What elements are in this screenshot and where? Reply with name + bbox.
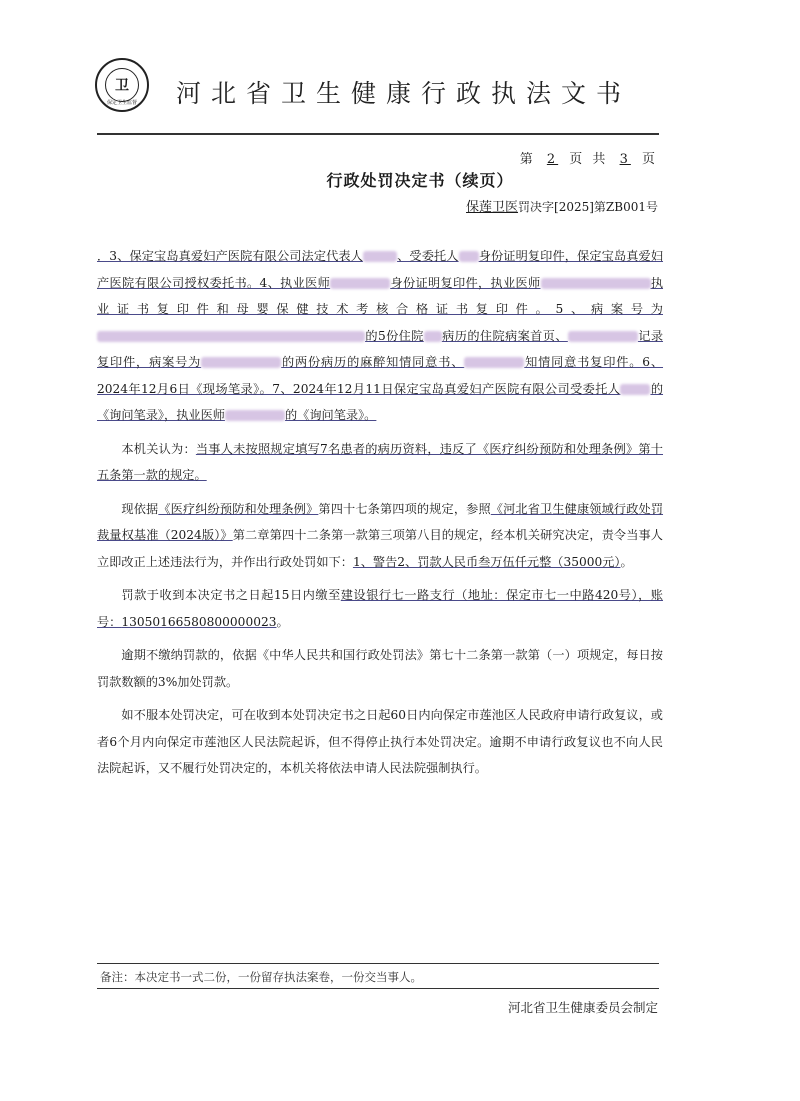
page-label-prefix: 第 (519, 152, 536, 167)
redaction (201, 357, 281, 368)
evidence-text: 的《询问笔录》，执业医师 (97, 381, 664, 422)
decision-law: 《医疗纠纷预防和处理条例》 (158, 501, 319, 516)
payment-text: 罚款于收到本决定书之日起15日内缴至 (121, 588, 341, 602)
evidence-text: 的《询问笔录》。 (284, 408, 377, 422)
finding-lead: 本机关认为： (121, 441, 196, 456)
payment-account: 13050166580800000023 (121, 614, 277, 629)
evidence-text: 执业证书复印件和母婴保健技术考核合格证书复印件。5、病案号为 (97, 275, 664, 316)
evidence-text: 记录复印件，病案号为 (97, 328, 664, 369)
appeal-paragraph: 如不服本处罚决定，可在收到本处罚决定书之日起60日内向保定市莲池区人民政府申请行政复议，或者6个月内向保定市莲池区人民法院起诉，但不得停止执行本处罚决定。逾期不申请行政复议也不向人民法院起诉，又不履行处罚决定的，本机关将依法申请人民法院强制执行。 (97, 708, 663, 775)
page-label-suffix: 页 (641, 152, 658, 167)
redaction (97, 331, 365, 342)
payment-bank: 建设银行七一路支行（地址：保定市七一中路420号） (340, 588, 639, 602)
document-number (466, 196, 658, 215)
evidence-paragraph (97, 243, 663, 429)
decision-law: 《河北省卫生健康领域行政处罚裁量权基准（2024版）》 (97, 501, 664, 542)
evidence-text: 、受委托人 (397, 249, 459, 263)
payment-text: ，账号： (97, 588, 663, 629)
late-fee-paragraph: 逾期不缴纳罚款的，依据《中华人民共和国行政处罚法》第七十二条第一款第（一）项规定，每日按罚款数额的3%加处罚款。 (97, 648, 663, 689)
decision-paragraph (97, 496, 663, 576)
evidence-text: 的两份病历的麻醉知情同意书、 (281, 355, 465, 369)
redaction (464, 357, 524, 368)
footer-divider-top (97, 963, 659, 964)
decision-text: 第二章第四十二条第一款第三项第八目的规定，经本机关研究决定，责令当事人立即改正上述违法行为，并作出行政处罚如下： (97, 528, 663, 569)
decision-penalty: 1、警告2、罚款人民币叁万伍仟元整（35000元） (352, 554, 621, 569)
decision-text: 现依据 (121, 501, 159, 516)
page-total: 3 (619, 152, 631, 167)
evidence-text: 病历的住院病案首页、 (441, 328, 568, 343)
footer-issuer: 河北省卫生健康委员会制定 (507, 1000, 658, 1015)
seal-center: 卫 (105, 68, 139, 102)
evidence-text: 知情同意书复印件。6、2024年12月6日《现场笔录》。7、2024年12月11日保定宝岛真爱妇产医院有限公司受委托人 (97, 355, 664, 396)
payment-text: 。 (276, 614, 289, 629)
document-header-title: 河北省卫生健康行政执法文书 (176, 79, 632, 108)
footer-divider-bottom (97, 988, 659, 989)
document-title: 行政处罚决定书（续页） (326, 171, 514, 190)
decision-text: 第四十七条第四项的规定，参照 (318, 501, 491, 516)
redaction (225, 410, 285, 421)
redaction (424, 331, 442, 342)
page-label-middle: 页 共 (569, 152, 609, 167)
footer-note: 备注：本决定书一式二份，一份留存执法案卷，一份交当事人。 (100, 970, 422, 984)
finding-text: 当事人未按照规定填写7名患者的病历资料，违反了《医疗纠纷预防和处理条例》第十五条第一款的规定。 (97, 441, 663, 482)
redaction (541, 278, 651, 289)
document-body (97, 243, 663, 789)
redaction (330, 278, 390, 289)
number-rest: 罚决字[2025]第ZB001号 (518, 200, 658, 214)
decision-text: 。 (620, 554, 633, 569)
issuer-abbr: 保莲卫医 (466, 200, 519, 215)
seal-text: 保定卫生监督 (106, 100, 137, 106)
evidence-text: 身份证明复印件，保定宝岛真爱妇产医院有限公司授权委托书。4、执业医师 (97, 249, 664, 290)
redaction (459, 251, 479, 262)
header-divider (97, 133, 659, 135)
redaction (620, 384, 650, 395)
emblem-seal-icon (95, 58, 149, 112)
payment-paragraph (97, 582, 663, 635)
page-number (520, 148, 658, 167)
page-current: 2 (546, 152, 559, 167)
evidence-text: ．3、保定宝岛真爱妇产医院有限公司法定代表人 (97, 249, 364, 263)
evidence-text: 的5份住院 (365, 328, 424, 343)
redaction (568, 331, 638, 342)
evidence-text: 身份证明复印件，执业医师 (390, 275, 541, 290)
redaction (363, 251, 397, 262)
finding-paragraph (97, 436, 663, 489)
